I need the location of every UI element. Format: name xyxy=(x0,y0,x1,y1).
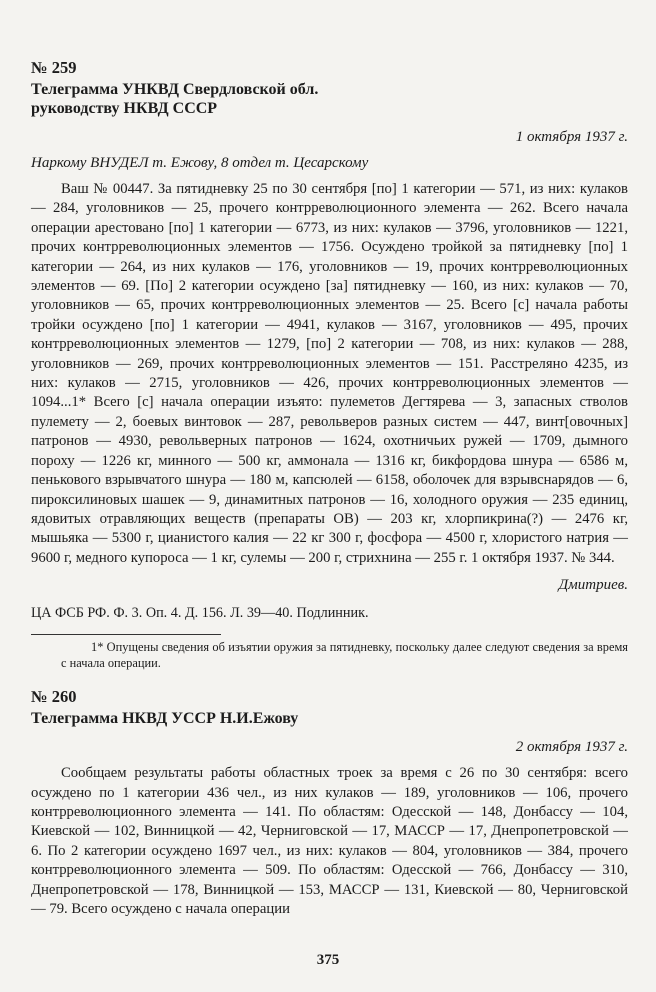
telegram-text: Ваш № 00447. За пятидневку 25 по 30 сентября [по] 1 категории — 571, из них: кулаков — 284, уголовников — 25, прочего контрреволюционного элемента — 262. Всего начала операции арестовано [по] 1 категории — 6773, из них: кулаков — 3796, уголовников — 1221, прочих контрреволюционных элементов — 1756. Осуждено тройкой за пятидневку [по] 1 категории — 264, из них кулаков — 176, уголовников — 19, прочих контрреволюционных элементов — 69. [По] 2 категории осуждено [за] пятидневку — 160, из них: кулаков — 70, уголовников — 65, прочих контрреволюционных элементов — 25. Всего [с] начала работы тройки осуждено [по] 1 категории — 4941, кулаков — 3167, уголовников — 495, прочих контрреволюционных элементов — 1279, [по] 2 категории — 708, из них: кулаков — 288, уголовников — 269, прочих контрреволюционных элементов — 151. Расстреляно 4235, из них: кулаков — 2715, уголовников — 426, прочих контрреволюционных элементов — 1094...1* Всего [с] начала операции изъято: пулеметов Дегтярева — 3, запасных стволов пулемету — 2, боевых винтовок — 287, револьверов разных систем — 447, винт[овочных] патронов — 4930, револьверных патронов — 1624, охотничьих ружей — 1709, дымного пороху — 1226 кг, минного — 500 кг, аммонала — 1316 кг, бикфордова шнура — 6586 м, пенькового взрывчатого шнура — 180 м, капсюлей — 6158, оболочек для взрывснарядов — 6, пироксилиновых шашек — 9, динамитных патронов — 16, холодного оружия — 235 единиц, ядовитых отравляющих веществ (препараты ОВ) — 203 кг, хлорпикрина(?) — 2476 кг, мышьяка — 5300 г, цианистого калия — 22 кг 300 г, фосфора — 4500 г, хлористого натрия — 9600 г, медного купороса — 1 кг, сулемы — 200 г, стрихнина — 255 г. 1 октября 1937. № 344. xyxy=(31,181,628,566)
document-heading: Телеграмма НКВД УССР Н.И.Ежову xyxy=(31,710,299,728)
document-number: № 260 xyxy=(31,687,77,707)
page-number: 375 xyxy=(316,952,340,968)
footnote: 1* Опущены сведения об изъятии оружия за пятидневку, поскольку далее следуют сведения за время с начала операции. xyxy=(61,640,628,671)
document-number: № 259 xyxy=(31,58,77,77)
telegram-text: Сообщаем результаты работы областных троек за время с 26 по 30 сентября: всего осуждено по 1 категории 436 чел., из них кулаков — 189, уголовников — 106, прочего контрреволюционного элемента — 141. По областям: Одесской — 148, Донбассу — 104, Киевской — 102, Винницкой — 42, Черниговской — 17, МАССР — 17, Днепропетровской — 6. По 2 категории осуждено 1697 чел., из них: кулаков — 804, уголовников — 384, прочего контрреволюционного элемента — 509. По областям: Одесской — 766, Донбассу — 310, Днепропетровской — 178, Винницкой — 153, МАССР — 131, Киевской — 80, Черниговской — 79. Всего осуждено с начала операции xyxy=(31,765,628,917)
signature: Дмитриев. xyxy=(558,577,628,594)
document-page xyxy=(31,58,628,919)
heading-line: руководству НКВД СССР xyxy=(31,100,218,117)
archive-source: ЦА ФСБ РФ. Ф. 3. Оп. 4. Д. 156. Л. 39—40. Подлинник. xyxy=(31,605,369,622)
addressee: Наркому ВНУДЕЛ т. Ежову, 8 отдел т. Цесарскому xyxy=(31,155,369,171)
document-date: 1 октября 1937 г. xyxy=(515,129,628,145)
footnote-divider xyxy=(31,634,221,635)
document-date: 2 октября 1937 г. xyxy=(515,739,628,756)
heading-line: Телеграмма УНКВД Свердловской обл. xyxy=(31,81,319,98)
document-heading xyxy=(31,80,628,118)
